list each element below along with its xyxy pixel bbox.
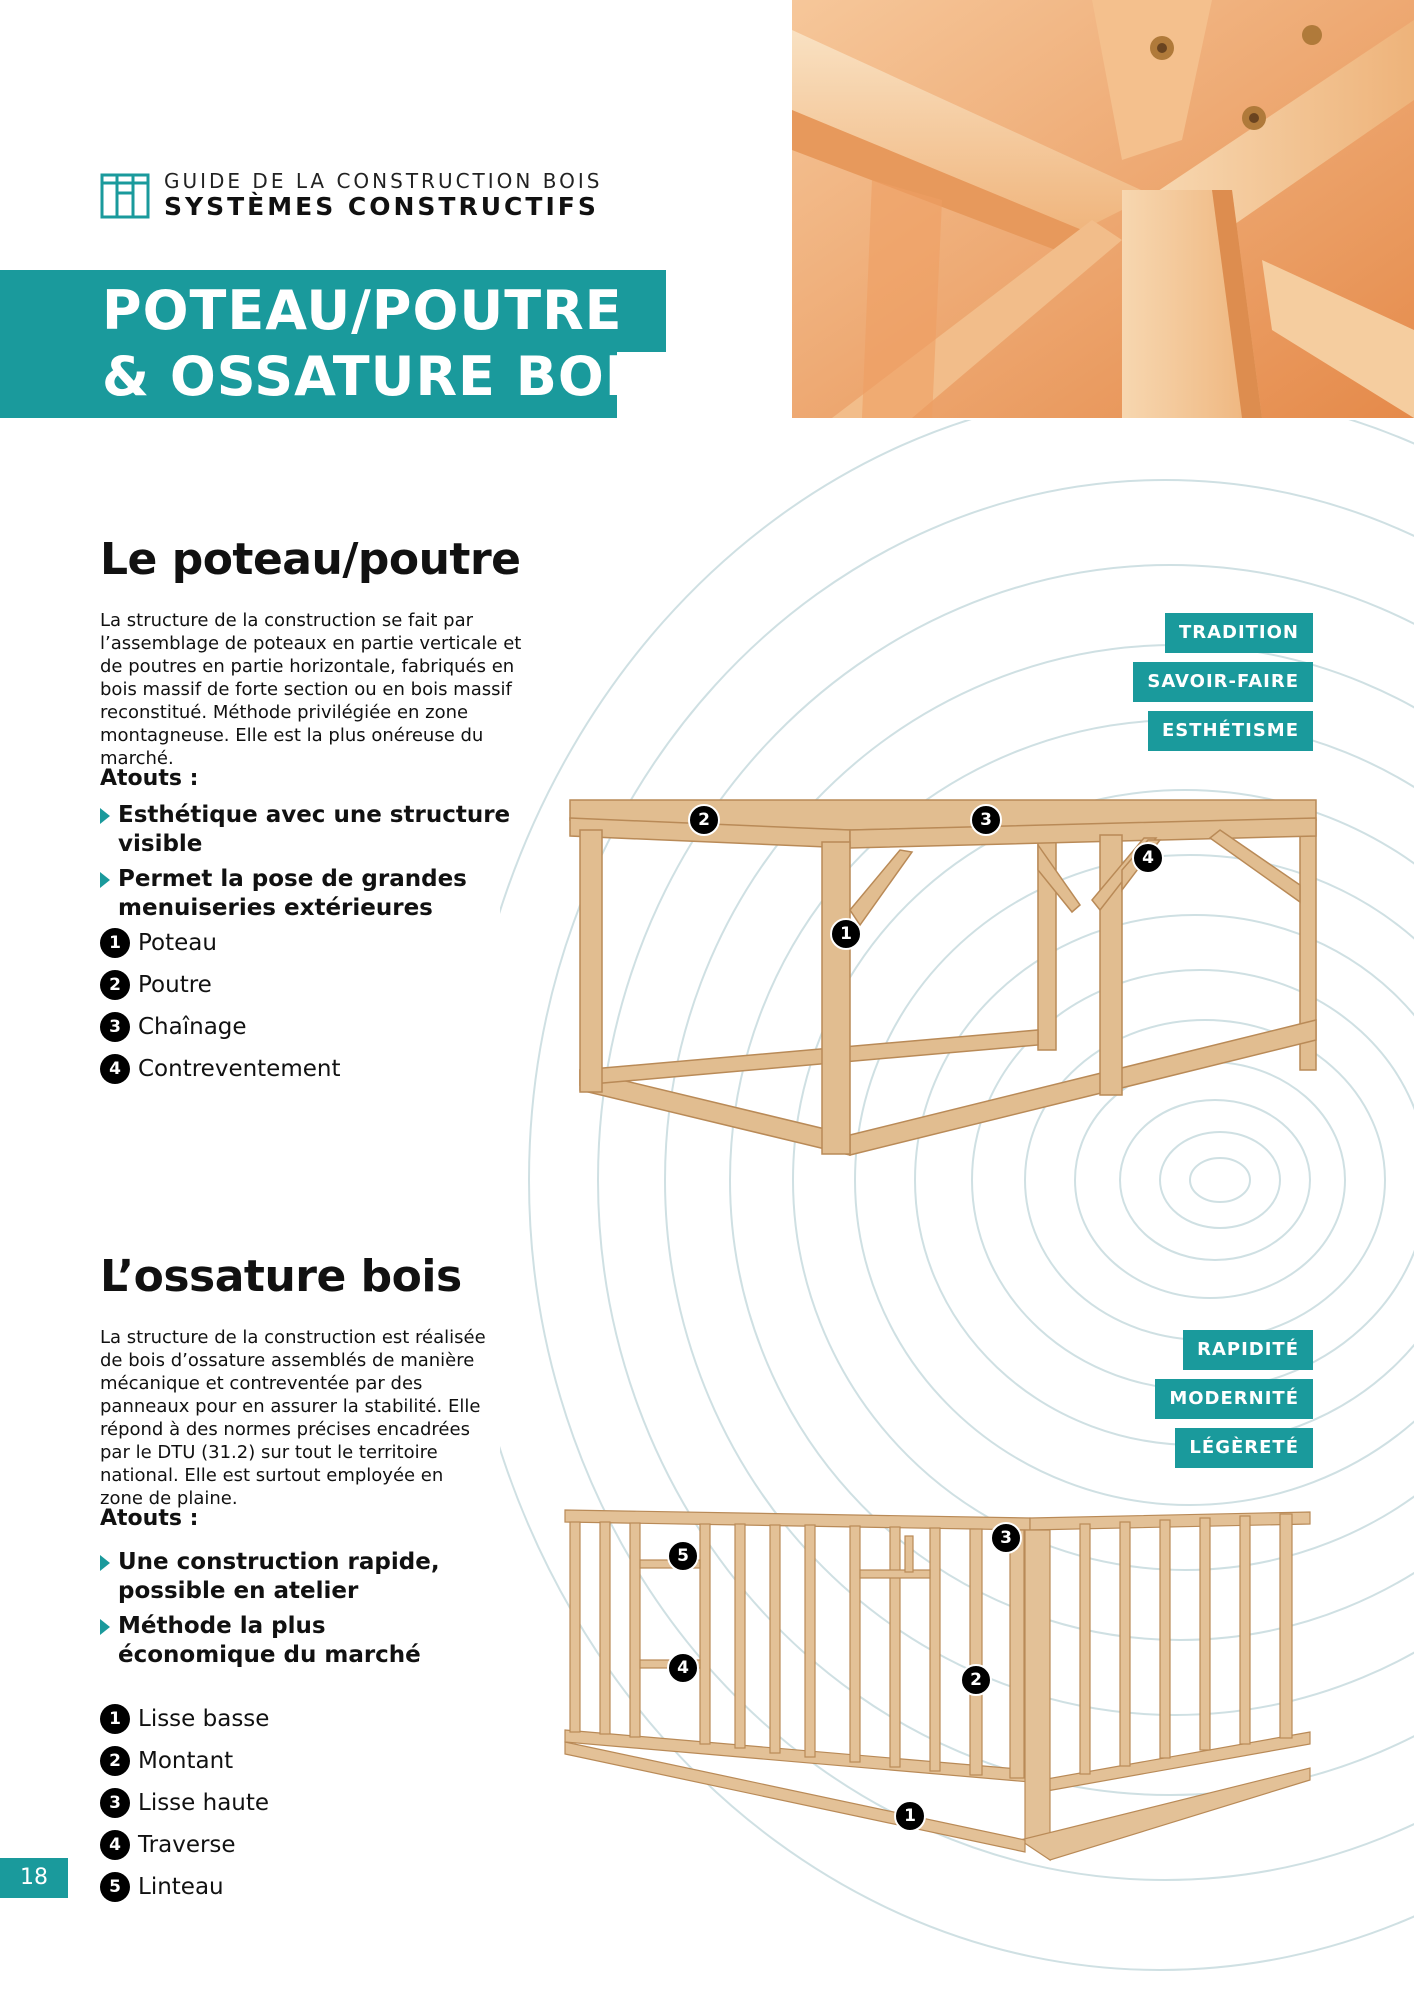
section2-atouts-list bbox=[100, 1548, 470, 1676]
section2-atouts-title: Atouts : bbox=[100, 1506, 199, 1531]
legend-item: 5 Linteau bbox=[100, 1866, 269, 1908]
page-title-line1: POTEAU/POUTRE bbox=[102, 279, 623, 342]
page-title bbox=[102, 278, 666, 410]
section2-text: La structure de la construction est réalisée de bois d’ossature assemblés de manière mécanique et contreventée par des panneaux pour en assurer la stabilité. Elle répond à des normes précises encadrées par le DTU (31.2) sur tout le territoire national. Elle est surtout employée en zone de plaine. bbox=[100, 1327, 486, 1509]
legend-item: 2 Poutre bbox=[100, 964, 341, 1006]
tag-badge: MODERNITÉ bbox=[1155, 1379, 1313, 1419]
tag-badge: RAPIDITÉ bbox=[1183, 1330, 1313, 1370]
diagram-marker: 4 bbox=[667, 1652, 699, 1684]
post-beam-frame-illustration bbox=[560, 790, 1320, 1170]
page-number: 18 bbox=[0, 1858, 68, 1898]
triangle-bullet-icon bbox=[100, 872, 110, 888]
diagram-marker: 1 bbox=[830, 918, 862, 950]
tag-badge: ESTHÉTISME bbox=[1148, 711, 1313, 751]
timber-beams-photo bbox=[792, 0, 1414, 418]
diagram-marker: 5 bbox=[667, 1540, 699, 1572]
page-title-line2: & OSSATURE BOIS bbox=[102, 345, 666, 408]
legend-item: 2 Montant bbox=[100, 1740, 269, 1782]
legend-item: 1 Lisse basse bbox=[100, 1698, 269, 1740]
section1-tags bbox=[1133, 613, 1313, 760]
legend-item: 4 Traverse bbox=[100, 1824, 269, 1866]
section1-atouts-list bbox=[100, 801, 540, 929]
legend-item: 3 Lisse haute bbox=[100, 1782, 269, 1824]
house-frame-logo-icon bbox=[100, 171, 150, 221]
diagram-marker: 3 bbox=[970, 804, 1002, 836]
diagram-marker: 3 bbox=[990, 1522, 1022, 1554]
list-item: Une construction rapide, possible en atelier bbox=[100, 1548, 470, 1606]
guide-title: GUIDE DE LA CONSTRUCTION BOIS bbox=[164, 169, 603, 193]
list-item: Méthode la plus économique du marché bbox=[100, 1612, 470, 1670]
legend-item: 1 Poteau bbox=[100, 922, 341, 964]
diagram-marker: 4 bbox=[1132, 842, 1164, 874]
legend-item: 4 Contreventement bbox=[100, 1048, 341, 1090]
section1-text: La structure de la construction se fait par l’assemblage de poteaux en partie verticale et de poutres en partie horizontale, fabriqués en bois massif de forte section ou en bois massif reconstitué. Méthode privilégiée en zone montagneuse. Elle est la plus onéreuse du marché. bbox=[100, 610, 522, 769]
section1-atouts-title: Atouts : bbox=[100, 766, 199, 791]
triangle-bullet-icon bbox=[100, 1619, 110, 1635]
diagram-marker: 2 bbox=[960, 1664, 992, 1696]
tag-badge: SAVOIR-FAIRE bbox=[1133, 662, 1313, 702]
list-item: Permet la pose de grandes menuiseries extérieures bbox=[100, 865, 540, 923]
diagram-marker: 1 bbox=[894, 1800, 926, 1832]
guide-header bbox=[100, 170, 602, 222]
tag-badge: TRADITION bbox=[1165, 613, 1313, 653]
section1-title: Le poteau/poutre bbox=[100, 534, 521, 585]
section2-legend bbox=[100, 1698, 269, 1908]
section2-tags bbox=[1155, 1330, 1313, 1477]
section2-title: L’ossature bois bbox=[100, 1251, 462, 1302]
triangle-bullet-icon bbox=[100, 808, 110, 824]
list-item: Esthétique avec une structure visible bbox=[100, 801, 540, 859]
triangle-bullet-icon bbox=[100, 1555, 110, 1571]
diagram-marker: 2 bbox=[688, 804, 720, 836]
guide-subtitle: SYSTÈMES CONSTRUCTIFS bbox=[164, 192, 599, 221]
tag-badge: LÉGÈRETÉ bbox=[1175, 1428, 1313, 1468]
section1-legend bbox=[100, 922, 341, 1090]
legend-item: 3 Chaînage bbox=[100, 1006, 341, 1048]
